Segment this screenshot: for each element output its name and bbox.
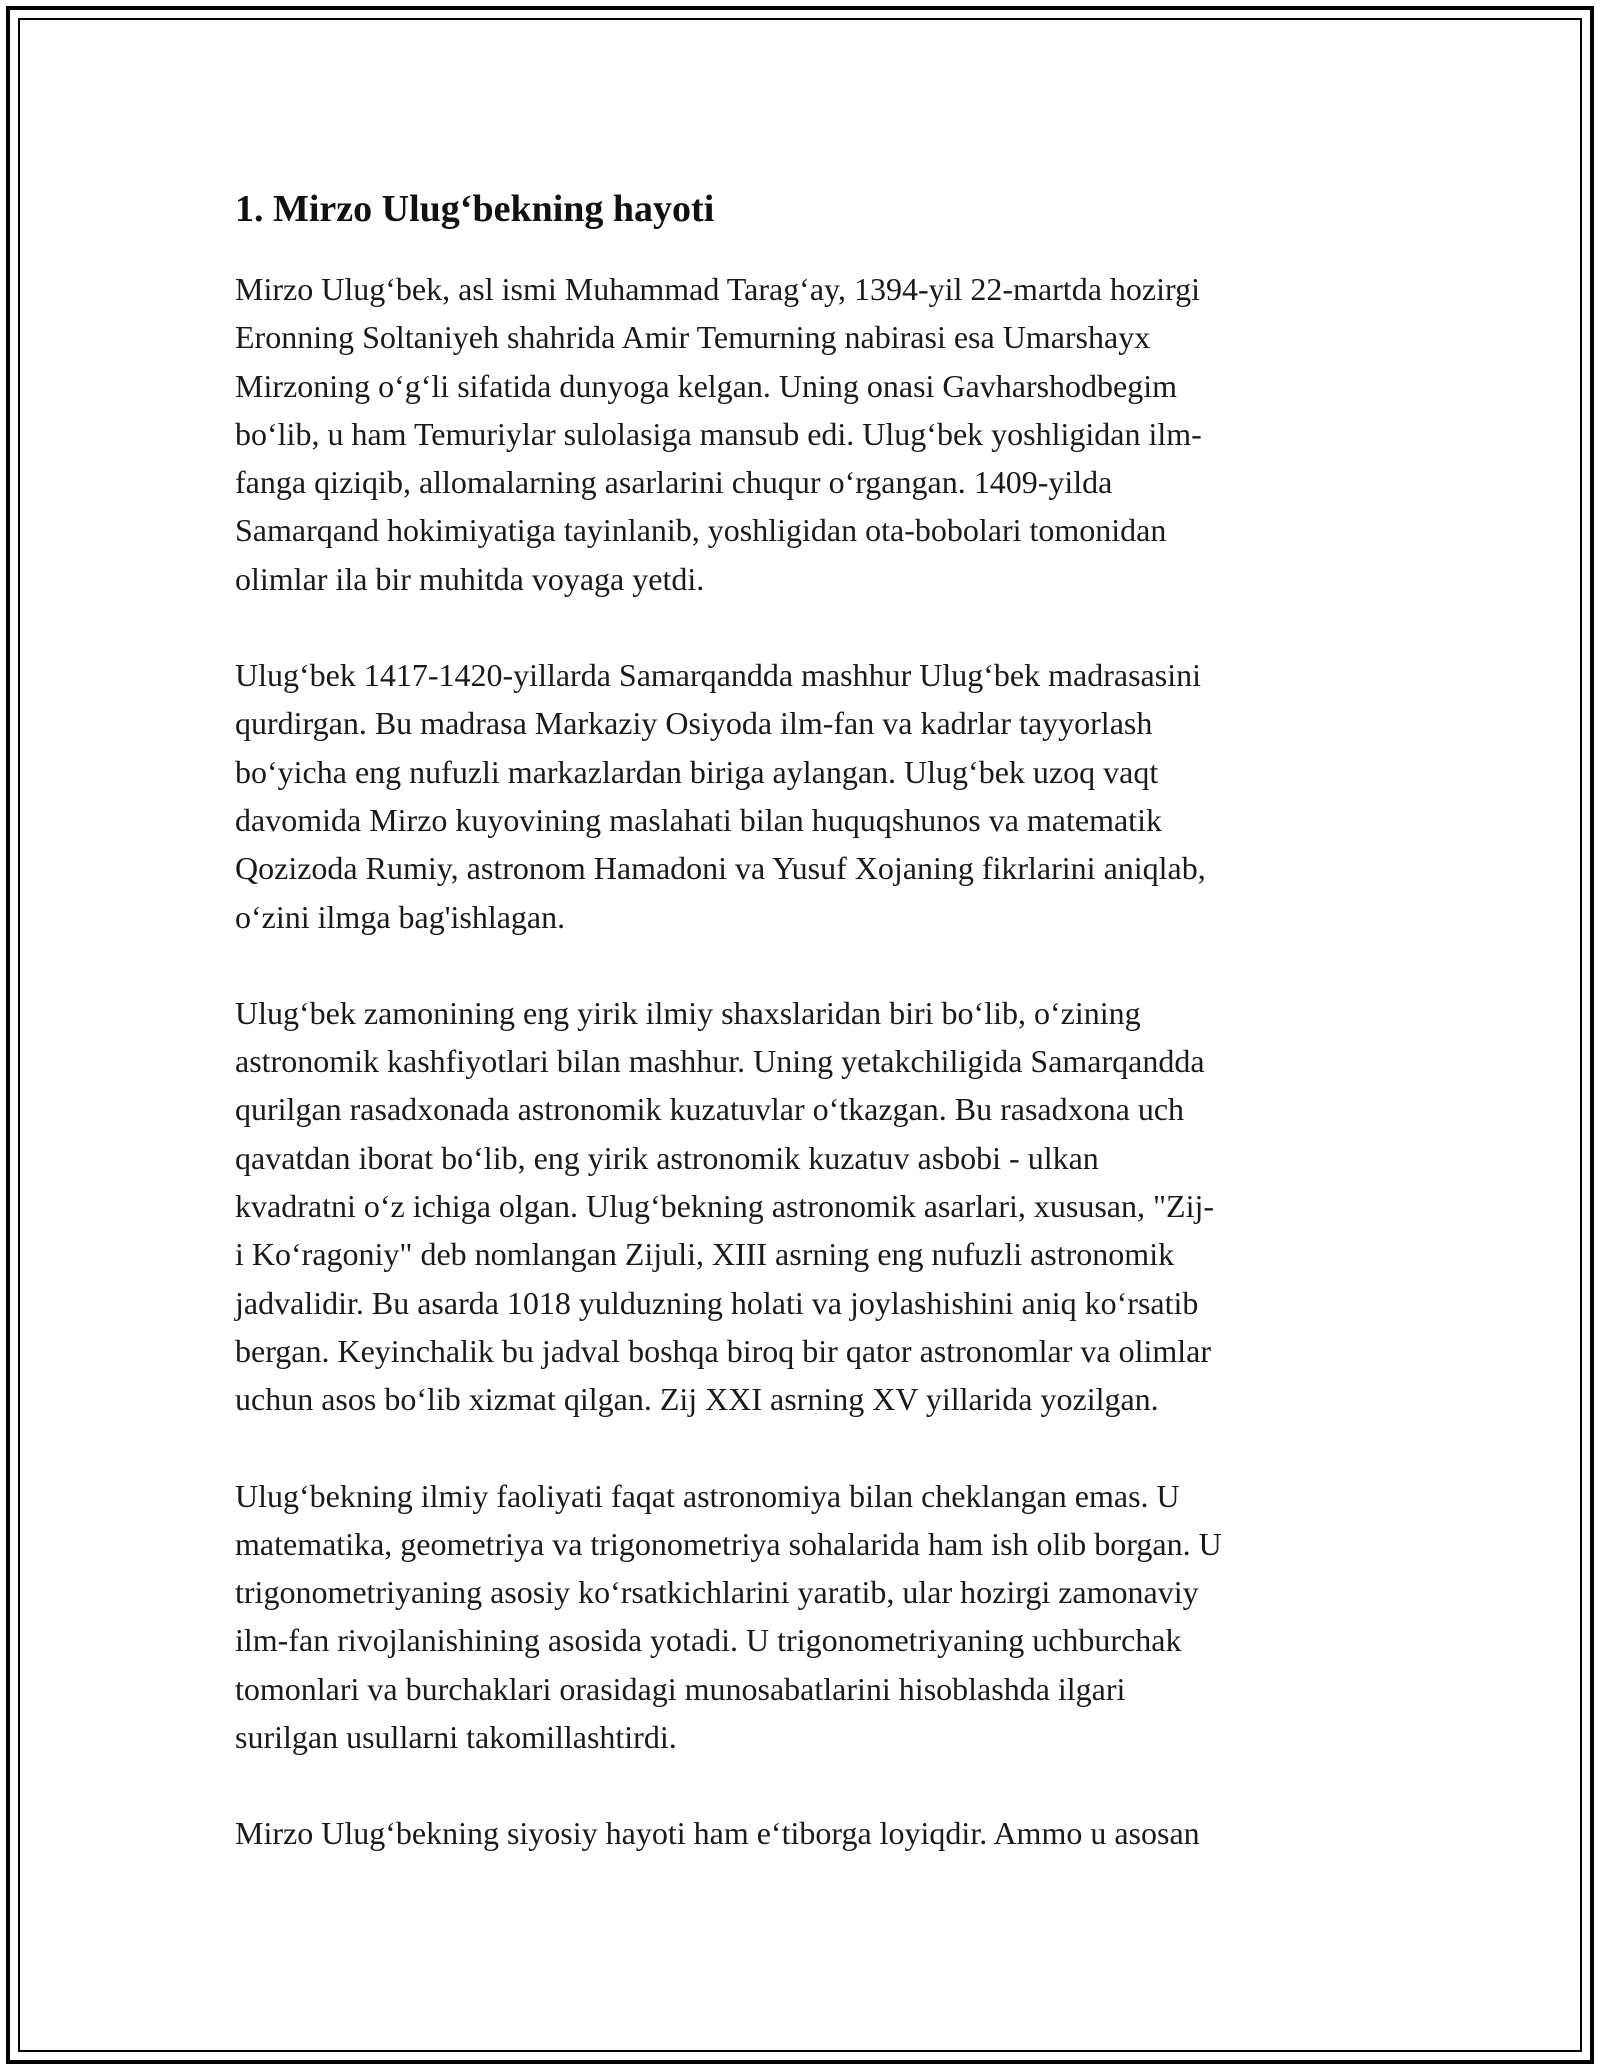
paragraph-mathematics: Ulug‘bekning ilmiy faoliyati faqat astronomiya bilan cheklangan emas. U matematika, geometriya va trigonometriya sohalarida ham ish olib borgan. U trigonometriyaning asosiy ko‘rsatkichlarini yaratib, ular hozirgi zamonaviy ilm-fan rivojlanishining asosida yotadi. U trigonometriyaning uchburchak tomonlari va burchaklari orasidagi munosabatlarini hisoblashda ilgari surilgan usullarni takomillashtirdi. (235, 1477, 1222, 1756)
document-body (235, 185, 1375, 1906)
paragraph-astronomy: Ulug‘bek zamonining eng yirik ilmiy shaxslaridan biri bo‘lib, o‘zining astronomik kashfiyotlari bilan mashhur. Uning yetakchiligida Samarqandda qurilgan rasadxonada astronomik kuzatuvlar o‘tkazgan. Bu rasadxona uch qavatdan iborat bo‘lib, eng yirik astronomik kuzatuv asbobi - ulkan kvadratni o‘z ichiga olgan. Ulug‘bekning astronomik asarlari, xususan, "Zij- i Ko‘ragoniy" deb nomlangan Zijuli, XIII asrning eng nufuzli astronomik jadvalidir. Bu asarda 1018 yulduzning holati va joylashishini aniq ko‘rsatib bergan. Keyinchalik bu jadval boshqa biroq bir qator astronomlar va olimlar uchun asos bo‘lib xizmat qilgan. Zij XXI asrning XV yillarida yozilgan. (235, 994, 1215, 1418)
paragraph-birth: Mirzo Ulug‘bek, asl ismi Muhammad Tarag‘ay, 1394-yil 22-martda hozirgi Eronning Soltaniyeh shahrida Amir Temurning nabirasi esa Umarshayx Mirzoning o‘g‘li sifatida dunyoga kelgan. Uning onasi Gavharshodbegim bo‘lib, u ham Temuriylar sulolasiga mansub edi. Ulug‘bek yoshligidan ilm- fanga qiziqib, allomalarning asarlarini chuqur o‘rgangan. 1409-yilda Samarqand hokimiyatiga tayinlanib, yoshligidan ota-bobolari tomonidan olimlar ila bir muhitda voyaga yetdi. (235, 271, 1202, 597)
section-title: 1. Mirzo Ulug‘bekning hayoti (235, 188, 715, 230)
paragraph-politics: Mirzo Ulug‘bekning siyosiy hayoti ham e‘tiborga loyiqdir. Ammo u asosan (235, 1815, 1200, 1852)
paragraph-madrasa: Ulug‘bek 1417-1420-yillarda Samarqandda mashhur Ulug‘bek madrasasini qurdirgan. Bu madrasa Markaziy Osiyoda ilm-fan va kadrlar tayyorlash bo‘yicha eng nufuzli markazlardan biriga aylangan. Ulug‘bek uzoq vaqt davomida Mirzo kuyovining maslahati bilan huquqshunos va matematik Qozizoda Rumiy, astronom Hamadoni va Yusuf Xojaning fikrlarini aniqlab, o‘zini ilmga bag'ishlagan. (235, 657, 1206, 935)
